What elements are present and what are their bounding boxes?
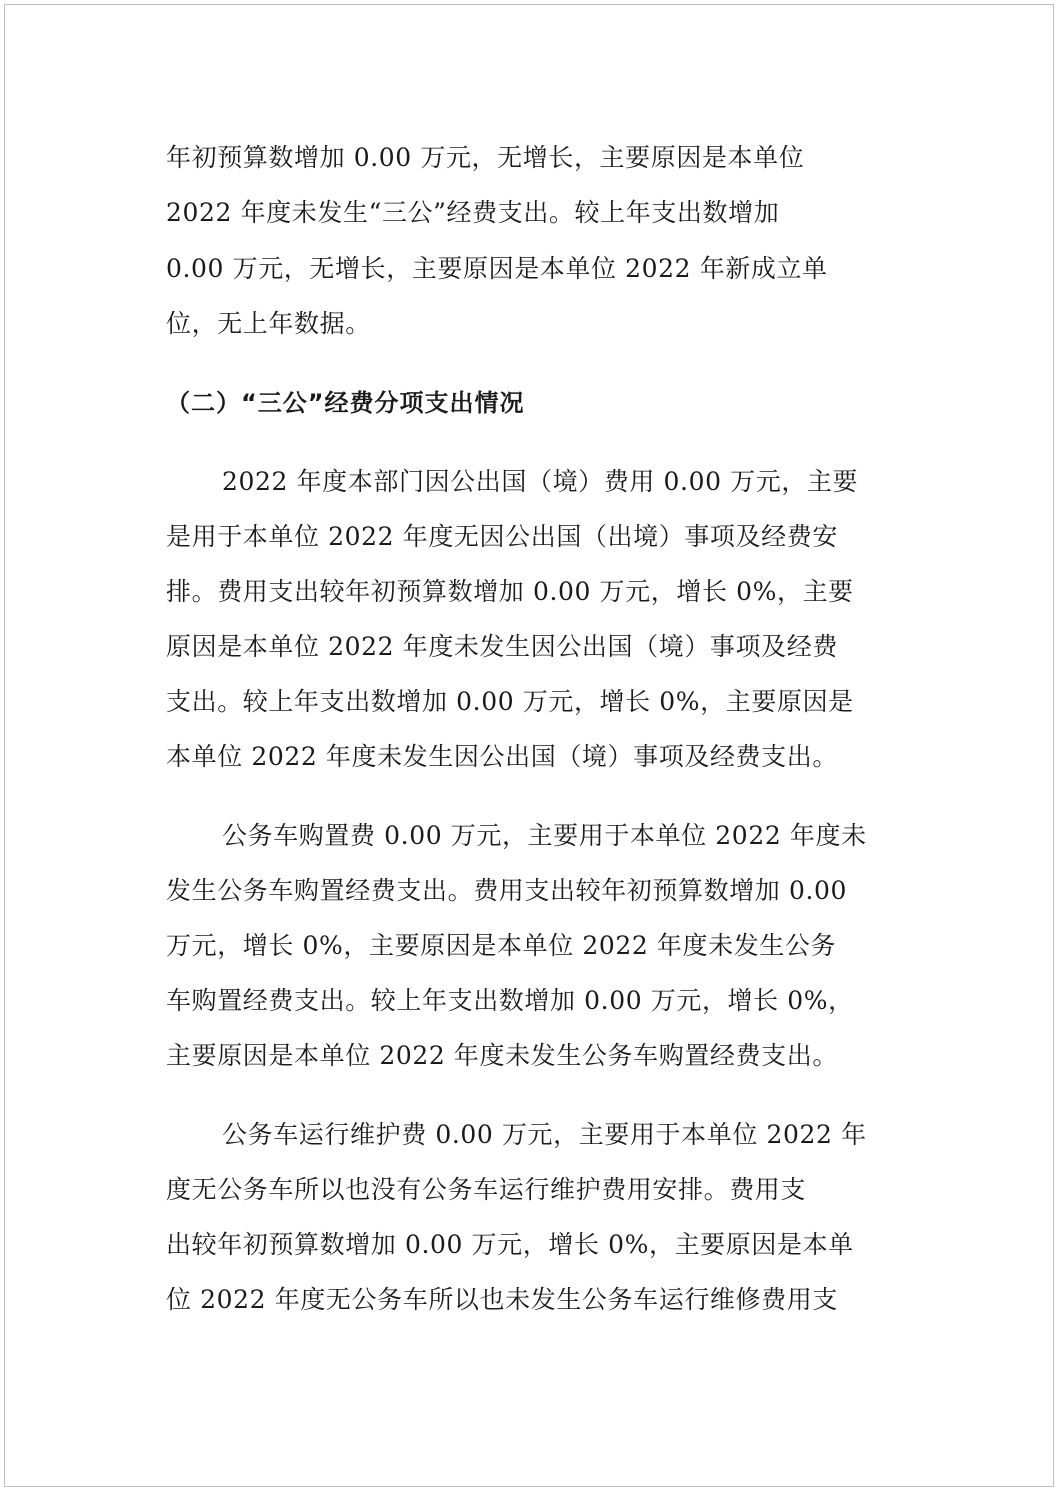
- text-line: 年初预算数增加 0.00 万元，无增长，主要原因是本单位: [166, 143, 805, 172]
- text-line: 2022 年度本部门因公出国（境）费用 0.00 万元，主要: [222, 467, 859, 496]
- text-line: 是用于本单位 2022 年度无因公出国（出境）事项及经费安: [166, 522, 838, 551]
- text-line: 原因是本单位 2022 年度未发生因公出国（境）事项及经费: [166, 632, 838, 661]
- text-line: 出较年初预算数增加 0.00 万元，增长 0%，主要原因是本单: [166, 1230, 854, 1259]
- text-line: 支出。较上年支出数增加 0.00 万元，增长 0%，主要原因是: [166, 687, 854, 716]
- text-line: 公务车运行维护费 0.00 万元，主要用于本单位 2022 年: [222, 1120, 867, 1149]
- text-line: 位，无上年数据。: [166, 309, 371, 338]
- text-line: 车购置经费支出。较上年支出数增加 0.00 万元，增长 0%，: [166, 986, 854, 1015]
- text-line: 主要原因是本单位 2022 年度未发生公务车购置经费支出。: [166, 1041, 838, 1070]
- text-line: 公务车购置费 0.00 万元，主要用于本单位 2022 年度未: [222, 821, 867, 850]
- text-line: 位 2022 年度无公务车所以也未发生公务车运行维修费用支: [166, 1285, 838, 1314]
- text-line: 发生公务车购置经费支出。费用支出较年初预算数增加 0.00: [166, 876, 848, 905]
- section-heading: （二）“三公”经费分项支出情况: [166, 389, 525, 417]
- text-line: 本单位 2022 年度未发生因公出国（境）事项及经费支出。: [166, 742, 838, 771]
- text-line: 0.00 万元，无增长，主要原因是本单位 2022 年新成立单: [166, 254, 828, 283]
- text-line: 度无公务车所以也没有公务车运行维护费用安排。费用支: [166, 1175, 807, 1204]
- text-line: 2022 年度未发生“三公”经费支出。较上年支出数增加: [166, 198, 780, 227]
- text-line: 排。费用支出较年初预算数增加 0.00 万元，增长 0%，主要: [166, 577, 854, 606]
- text-line: 万元，增长 0%，主要原因是本单位 2022 年度未发生公务: [166, 931, 837, 960]
